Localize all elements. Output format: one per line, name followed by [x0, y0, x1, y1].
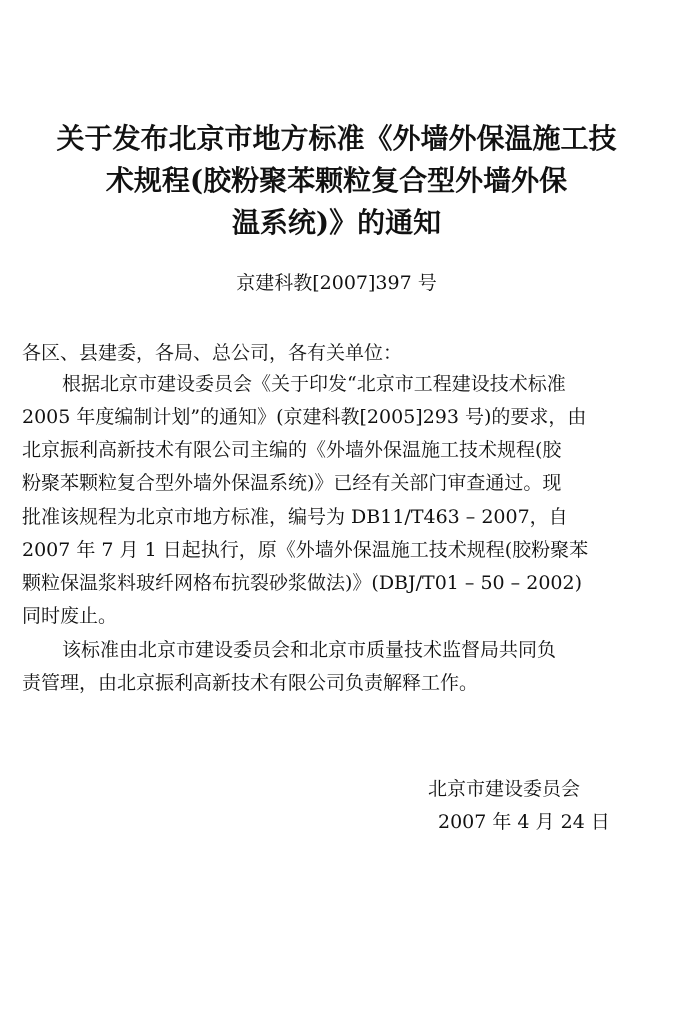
- paragraph-1-line-2: 2005 年度编制计划”的通知》(京建科教[2005]293 号)的要求，由: [22, 406, 587, 428]
- document-title-line-2: 术规程(胶粉聚苯颗粒复合型外墙外保: [105, 164, 568, 197]
- paragraph-1-line-6: 2007 年 7 月 1 日起执行，原《外墙外保温施工技术规程(胶粉聚苯: [22, 539, 589, 561]
- paragraph-1-line-1: 根据北京市建设委员会《关于印发“北京市工程建设技术标准: [62, 373, 566, 395]
- document-number: 京建科教[2007]397 号: [236, 272, 437, 294]
- paragraph-1-line-5: 批准该规程为北京市地方标准，编号为 DB11/T463 – 2007，自: [22, 506, 568, 528]
- salutation: 各区、县建委，各局、总公司，各有关单位：: [22, 342, 403, 364]
- paragraph-2-line-1: 该标准由北京市建设委员会和北京市质量技术监督局共同负: [62, 639, 557, 661]
- signature-date: 2007 年 4 月 24 日: [438, 811, 610, 833]
- signature-issuer: 北京市建设委员会: [428, 778, 581, 800]
- paragraph-1-line-8: 同时废止。: [22, 605, 118, 627]
- paragraph-1-line-3: 北京振利高新技术有限公司主编的《外墙外保温施工技术规程(胶: [22, 439, 562, 461]
- document-title-line-1: 关于发布北京市地方标准《外墙外保温施工技: [56, 122, 617, 155]
- paragraph-1-line-7: 颗粒保温浆料玻纤网格布抗裂砂浆做法)》(DBJ/T01 – 50 – 2002): [22, 572, 582, 594]
- document-title-line-3: 温系统)》的通知: [231, 206, 442, 239]
- paragraph-1-line-4: 粉聚苯颗粒复合型外墙外保温系统)》已经有关部门审查通过。现: [22, 472, 562, 494]
- paragraph-2-line-2: 责管理，由北京振利高新技术有限公司负责解释工作。: [22, 672, 479, 694]
